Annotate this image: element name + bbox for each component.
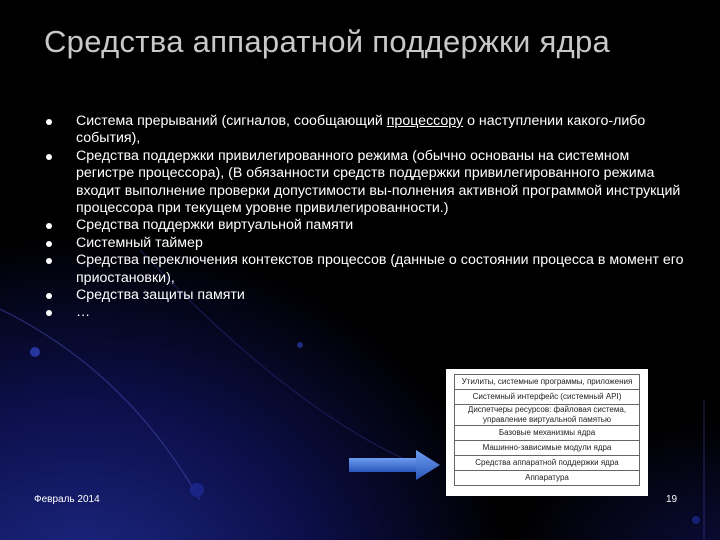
layer-machine-dependent: Машинно-зависимые модули ядра: [454, 440, 640, 455]
bullet-list: [46, 113, 686, 322]
page-number: 19: [666, 494, 678, 505]
bullet-icon: [46, 293, 52, 299]
bullet-item: [46, 217, 686, 234]
bullet-icon: [46, 119, 52, 125]
os-layers-diagram: [446, 369, 648, 496]
decorative-arc: [0, 300, 200, 500]
layer-kernel-base: Базовые механизмы ядра: [454, 425, 640, 440]
bullet-icon: [46, 223, 52, 229]
bullet-text: Средства переключения контекстов процессов (данные о состоянии процесса в момент его приостановки),: [76, 252, 684, 286]
bullet-icon: [46, 241, 52, 247]
bullet-item: [46, 148, 686, 218]
layer-system-api: Системный интерфейс (системный API): [454, 389, 640, 404]
bullet-text: Средства поддержки виртуальной памяти: [76, 217, 354, 234]
bullet-icon: [46, 154, 52, 160]
layer-resource-managers: Диспетчеры ресурсов: файловая система, управление виртуальной памятью: [454, 404, 640, 425]
decorative-orb: [692, 516, 700, 524]
layer-hardware: Аппаратура: [454, 470, 640, 486]
layer-hardware-support: Средства аппаратной поддержки ядра: [454, 455, 640, 470]
decorative-orb: [30, 347, 40, 357]
processor-link[interactable]: процессору: [386, 113, 464, 129]
bullet-text: …: [76, 304, 91, 321]
bullet-item: [46, 235, 686, 252]
layer-stack: [454, 374, 640, 486]
bullet-text: Система прерываний (сигналов, сообщающий: [76, 113, 387, 129]
footer-date: Февраль 2014: [34, 494, 100, 505]
bullet-text: Средства поддержки привилегированного режима (обычно основаны на системном регистре процессора), (В обязанности средств поддержки привилегированного режима входит выполнение проверки допустимости вы-полнения активной программой инструкций процессора при текущем уровне привилегированности.): [76, 147, 681, 217]
decorative-orb: [297, 342, 303, 348]
decorative-orb: [190, 483, 204, 497]
layer-applications: Утилиты, системные программы, приложения: [454, 374, 640, 389]
slide-title: Средства аппаратной поддержки ядра: [44, 24, 611, 59]
bullet-icon: [46, 310, 52, 316]
bullet-item: [46, 287, 686, 304]
bullet-item: [46, 113, 686, 148]
bullet-text: о наступлении какого-либо события),: [76, 113, 646, 147]
bullet-text: Средства защиты памяти: [76, 287, 245, 304]
bullet-item: [46, 252, 686, 287]
bullet-text: Системный таймер: [76, 234, 203, 251]
bullet-icon: [46, 258, 52, 264]
bullet-item: [46, 304, 686, 321]
